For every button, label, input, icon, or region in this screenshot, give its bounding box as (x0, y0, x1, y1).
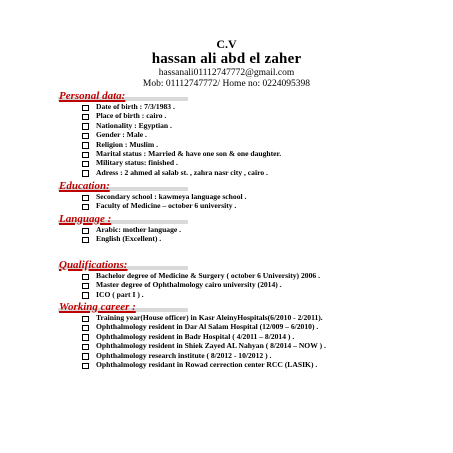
section-heading: Language : (59, 213, 112, 225)
list-item: Military status: finished . (82, 158, 281, 167)
cv-header (0, 38, 453, 90)
checkbox-bullet-icon (82, 292, 89, 299)
section-heading: Working career : (59, 301, 136, 313)
checkbox-bullet-icon (82, 170, 89, 177)
qualifications-list (58, 271, 320, 299)
checkbox-bullet-icon (82, 344, 89, 351)
language-section (58, 213, 181, 244)
section-heading: Qualifications: (59, 259, 128, 271)
checkbox-bullet-icon (82, 363, 89, 370)
checkbox-bullet-icon (82, 114, 89, 121)
list-item: Nationality : Egyptian . (82, 121, 281, 130)
checkbox-bullet-icon (82, 316, 89, 323)
checkbox-bullet-icon (82, 133, 89, 140)
section-heading: Personal data: (59, 90, 126, 102)
checkbox-bullet-icon (82, 325, 89, 332)
education-section (58, 180, 246, 211)
list-item: Place of birth : cairo . (82, 111, 281, 120)
working-career-section (58, 301, 386, 369)
section-heading: Education: (59, 180, 110, 192)
checkbox-bullet-icon (82, 274, 89, 281)
checkbox-bullet-icon (82, 152, 89, 159)
applicant-name: hassan ali abd el zaher (151, 51, 302, 67)
career-list (58, 313, 386, 369)
list-item: Date of birth : 7/3/1983 . (82, 102, 281, 111)
checkbox-bullet-icon (82, 105, 89, 112)
personal-data-list (58, 102, 281, 177)
list-item: Arabic: mother language . (82, 225, 181, 234)
list-item: Gender : Male . (82, 130, 281, 139)
cv-title: C.V (216, 37, 237, 51)
phone-line: Mob: 01112747772/ Home no: 0224095398 (142, 79, 311, 89)
checkbox-bullet-icon (82, 142, 89, 149)
checkbox-bullet-icon (82, 334, 89, 341)
list-item: ICO ( part I ) . (82, 290, 320, 299)
list-item: Ophthalmology research institute ( 8/2012 - 10/2012 ) . (82, 351, 386, 360)
list-item: Ophthalmology resident in Shiek Zayed AL Nahyan ( 8/2014 – NOW ) . (82, 341, 386, 350)
list-item: Ophthalmology resident in Dar Al Salam Hospital (12/009 – 6/2010) . (82, 322, 386, 331)
checkbox-bullet-icon (82, 228, 89, 235)
list-item: Faculty of Medicine – october 6 university . (82, 201, 246, 210)
list-item: Ophthalmology residant in Rowad cerrection center RCC (LASIK) . (82, 360, 386, 369)
language-list (58, 225, 181, 244)
checkbox-bullet-icon (82, 161, 89, 168)
list-item: Ophthalmology resident in Badr Hospital ( 4/2011 – 8/2014 ) . (82, 332, 386, 341)
list-item: Religion : Muslim . (82, 140, 281, 149)
list-item: Training year(House officer) in Kasr AleinyHospitals(6/2010 - 2/2011). (82, 313, 386, 322)
education-list (58, 192, 246, 211)
list-item: English (Excellent) . (82, 234, 181, 243)
list-item: Adress : 2 ahmed al salab st. , zahra nasr city , cairo . (82, 168, 281, 177)
list-item: Master degree of Ophthalmology cairo university (2014) . (82, 280, 320, 289)
checkbox-bullet-icon (82, 204, 89, 211)
checkbox-bullet-icon (82, 353, 89, 360)
checkbox-bullet-icon (82, 123, 89, 130)
list-item: Bachelor degree of Medicine & Surgery ( october 6 University) 2006 . (82, 271, 320, 280)
qualifications-section (58, 259, 320, 299)
checkbox-bullet-icon (82, 237, 89, 244)
checkbox-bullet-icon (82, 283, 89, 290)
checkbox-bullet-icon (82, 195, 89, 202)
email-line: hassanali01112747772@gmail.com (158, 68, 295, 78)
personal-data-section (58, 90, 281, 177)
list-item: Secondary school : kawmeya language school . (82, 192, 246, 201)
list-item: Marital status : Married & have one son & one daughter. (82, 149, 281, 158)
